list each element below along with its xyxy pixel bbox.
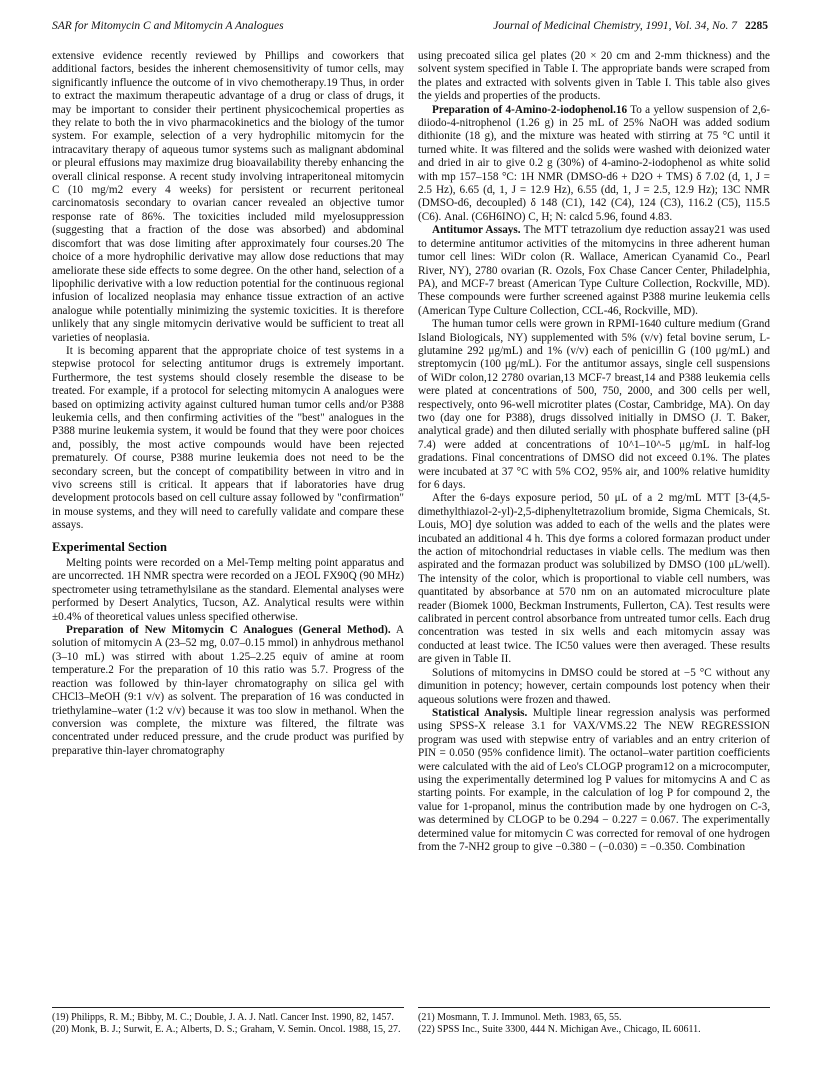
footnote: (19) Philipps, R. M.; Bibby, M. C.; Double, J. A. J. Natl. Cancer Inst. 1990, 82, 1457. — [52, 1012, 394, 1023]
running-title: SAR for Mitomycin C and Mitomycin A Analogues — [52, 20, 284, 32]
footnote-divider — [52, 1007, 404, 1008]
body-paragraph: extensive evidence recently reviewed by Phillips and coworkers that additional factors, besides the inherent chemosensitivity of tumor cells, may significantly influence the outcome of in vivo chemotherapy.19 Thus, in order to extract the maximum therapeutic advantage of a drug or class of drugs, it may be important to consider their pertinent physicochemical properties as they relate to both the in vivo pharmacokinetics and the biology of the tumor system. For example, selection of a very hydrophilic mitomycin for the intracavitary therapy of aqueous tumor systems such as malignant abdominal or pleural effusions may maximize drug bioavailability thereby enhancing the overall clinical response. A recent study involving intraperitoneal mitomycin C (10 mg/m2 every 4 weeks) for persistent or recurrent peritoneal carcinomatosis secondary to ovarian cancer revealed an objective tumor response rate of 86%. The toxicities included mild myelosuppression (suggesting that a fraction of the dose was absorbed) and abdominal discomfort that was dose limiting after approximately four courses.20 The choice of a more hydrophilic derivative may allow dose reductions that may ameliorate these side effects to some degree. On the other hand, selection of a lipophilic derivative with a low reduction potential for the continuous regional infusion of localized neoplasia may enhance tissue extraction of an active analogue while potentially minimizing the systemic toxicities. It is therefore unlikely that any single mitomycin derivative would be sufficient to treat all varieties of neoplasia. — [52, 50, 404, 344]
body-paragraph: The human tumor cells were grown in RPMI-1640 culture medium (Grand Island Biologicals, NY) supplemented with 5% (v/v) fetal bovine serum, L-glutamine 292 μg/mL) and 1% (v/v) each of penicillin G (100 μg/mL) and streptomycin (100 μg/mL). For the antitumor assays, single cell suspensions of WiDr colon,12 2780 ovarian,13 MCF-7 breast,14 and P388 leukemia cells were plated at concentrations of 500, 750, 2000, and 300 cells per well, respectively, onto 96-well microtiter plates (Costar, Cambridge, MA). On day two (day one for P388), drugs dissolved initially in DMSO (J. T. Baker, analytical grade) and then diluted serially with phosphate buffered saline (pH 7.4) were added at concentrations of 10^1–10^-5 μg/mL in half-log gradations. Final concentrations of DMSO did not exceed 0.1%. The plates were incubated at 37 °C with 5% CO2, 95% air, and 100% relative humidity for 6 days. — [418, 318, 770, 491]
paragraph-text: To a yellow suspension of 2,6-diiodo-4-nitrophenol (1.26 g) in 25 mL of 25% NaOH was added sodium dithionite (18 g), and the mixture was heated with stirring at 75 °C until it turned white. It was filtered and the solids were washed with deionized water and dried in air to give 0.2 g (30%) of 4-amino-2-iodophenol as white solid with mp 157–158 °C: 1H NMR (DMSO-d6 + D2O + TMS) δ 7.02 (d, 1, J = 2.5 Hz), 6.65 (d, 1, J = 12.9 Hz), 6.55 (dd, 1, J = 2.5, 12.9 Hz); 13C NMR (DMSO-d6, decoupled) δ 148 (C1), 142 (C4), 124 (C3), 116.2 (C5), 115.5 (C6). Anal. (C6H6INO) C, H; N: calcd 5.96, found 4.83. — [418, 103, 770, 223]
left-column — [52, 50, 404, 758]
right-column — [418, 50, 770, 854]
page-number: 2285 — [745, 20, 768, 32]
body-paragraph — [418, 707, 770, 854]
paragraph-text: The MTT tetrazolium dye reduction assay21 was used to determine antitumor activities of the mitomycins in three adherent human tumor cell lines: WiDr colon (R. Wallace, American Cyanamid Co., Pearl River, NY), 2780 ovarian (R. Ozols, Fox Chase Cancer Center, Philadelphia, PA), and MCF-7 breast (American Type Culture Collection, Rockville, MD). These compounds were further screened against P388 murine leukemia cells (American Type Culture Collection, CCL-46, Rockville, MD). — [418, 224, 771, 317]
footnote: (21) Mosmann, T. J. Immunol. Meth. 1983, 65, 55. — [418, 1012, 622, 1023]
run-in-heading: Preparation of New Mitomycin C Analogues (General Method). — [66, 624, 391, 637]
body-paragraph — [418, 104, 770, 225]
journal-name: Journal of Medicinal Chemistry, 1991, Vol. 34, No. 7 — [493, 20, 737, 32]
body-paragraph: using precoated silica gel plates (20 × 20 cm and 2-mm thickness) and the solvent system specified in Table I. The appropriate bands were scraped from the plates and extracted with solvents given in Table I. This table also gives the yields and properties of the products. — [418, 50, 770, 103]
body-paragraph — [52, 624, 404, 758]
footnote: (22) SPSS Inc., Suite 3300, 444 N. Michigan Ave., Chicago, IL 60611. — [418, 1024, 701, 1035]
footnotes-left — [52, 1012, 404, 1036]
run-in-heading: Statistical Analysis. — [432, 706, 528, 719]
body-paragraph: After the 6-days exposure period, 50 μL of a 2 mg/mL MTT [3-(4,5-dimethylthiazol-2-yl)-2,5-diphenyltetrazolium bromide, Sigma Chemicals, St. Louis, MO] dye solution was added to each of the wells and the plates were incubated an additional 4 h. This dye forms a colored formazan product under the action of mitochondrial reductases in viable cells. The medium was then aspirated and the formazan product was solubilized by DMSO (100 μL/well). The intensity of the color, which is proportional to viable cell numbers, was quantitated by absorbance at 570 nm on an automated microculture plate reader (Biomek 1000, Beckman Instruments, Fullerton, CA). Test results were calibrated in percent control absorbance from untreated tumor cells. Each drug concentration was tested in six wells and each mitomycin assay was conducted at least twice. The IC50 values were then averaged. These results are given in Table II. — [418, 492, 770, 666]
running-header — [52, 20, 768, 38]
body-paragraph: It is becoming apparent that the appropriate choice of test systems in a stepwise protocol for selecting antitumor drugs is extremely important. Furthermore, the test systems should closely resemble the disease to be treated. For example, if a protocol for selecting mitomycin A analogues were based on optimizing activity against cultured human tumor cells and/or P388 leukemia cells, and then confirming activities of the "best" analogues in the P388 murine leukemia system, it would be found that they were poor choices and, possibly, the most active compounds would have been rejected prematurely. Of course, P388 murine leukemia does not need to be the secondary screen, but the concept of compatibility between in vitro and in vivo screens still is critical. It appears that if laboratories have drug development protocols based on cell culture assay followed by "confirmation" in mouse systems, and they will need to carefully validate and compare these assays. — [52, 344, 404, 532]
footnotes-right — [418, 1012, 770, 1036]
run-in-heading: Antitumor Assays. — [432, 224, 521, 237]
footnote: (20) Monk, B. J.; Surwit, E. A.; Alberts, D. S.; Graham, V. Semin. Oncol. 1988, 15, 27. — [52, 1024, 401, 1035]
run-in-heading: Preparation of 4-Amino-2-iodophenol.16 — [432, 103, 628, 116]
section-heading: Experimental Section — [52, 539, 167, 554]
paragraph-text: A solution of mitomycin A (23–52 mg, 0.07–0.15 mmol) in anhydrous methanol (3–10 mL) was stirred with about 1.25–2.25 equiv of amine at room temperature.2 For the preparation of 10 this ratio was 5.7. Progress of the reaction was followed by thin-layer chromatography on silica gel with CHCl3–MeOH (9:1 v/v) as solvent. The preparation of 16 was conducted in triethylamine–water (1:2 v/v) because it was too slow in methanol. When the conversion was complete, the mixture was filtered, the filtrate was concentrated under reduced pressure, and the crude product was purified by preparative thin-layer chromatography — [52, 624, 404, 757]
footnote-divider — [418, 1007, 770, 1008]
body-paragraph: Solutions of mitomycins in DMSO could be stored at −5 °C without any dimunition in potency; however, certain compounds lost potency when their aqueous solutions were frozen and thawed. — [418, 666, 770, 706]
journal-citation — [493, 20, 768, 32]
body-paragraph: Melting points were recorded on a Mel-Temp melting point apparatus and are uncorrected. 1H NMR spectra were recorded on a JEOL FX90Q (90 MHz) spectrometer using tetramethylsilane as the standard. Elemental analyses were performed by Desert Analytics, Tucson, AZ. Analytical results were within ±0.4% of theoretical values unless specified otherwise. — [52, 557, 404, 623]
paragraph-text: Multiple linear regression analysis was performed using SPSS-X release 3.1 for VAX/VMS.22 The NEW REGRESSION program was used with stepwise entry of variables and an entry criterion of PIN = 0.050 (95% confidence limit). The octanol–water partition coefficients were calculated with the aid of Leo's CLOGP program12 on a microcomputer, using the experimentally determined log P values for mitomycins A and C as starting points. For example, in the calculation of log P for compound 2, the value for 1-propanol, minus the contribution made by one hydrogen on C-3, was determined by CLOGP to be 0.294 − 0.227 = 0.067. The experimentally determined value for mitomycin C was corrected for removal of one hydrogen from the 7-NH2 group to give −0.380 − (−0.030) = −0.350. Combination — [418, 706, 770, 853]
body-paragraph — [418, 224, 770, 318]
